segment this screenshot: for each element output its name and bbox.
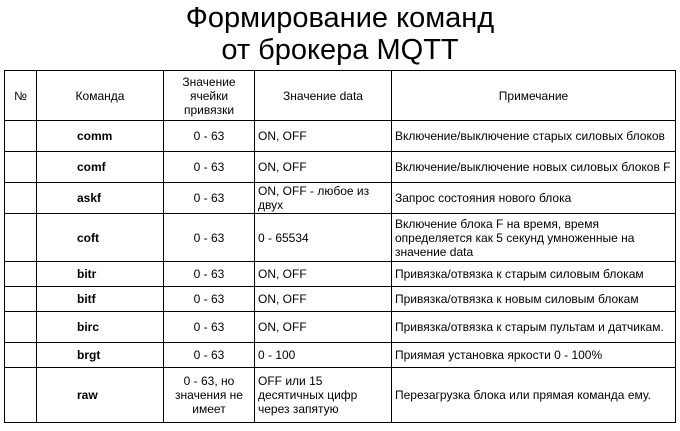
header-note: Примечание (392, 71, 676, 121)
command-cell: bitf (37, 287, 164, 312)
row-number-cell (5, 262, 37, 287)
row-number-cell (5, 183, 37, 214)
table-body (5, 121, 676, 423)
command-cell: comf (37, 152, 164, 183)
data-value-cell: ON, OFF (255, 121, 392, 152)
data-value-cell: OFF или 15 десятичных цифр через запятую (255, 368, 392, 423)
table-row (5, 121, 676, 152)
header-cell-value: Значение ячейки привязки (164, 71, 255, 121)
row-number-cell (5, 214, 37, 262)
cell-value-cell: 0 - 63 (164, 262, 255, 287)
note-cell: Включение/выключение старых силовых блоков (392, 121, 676, 152)
table-header-row (5, 71, 676, 121)
table-row (5, 262, 676, 287)
data-value-cell: 0 - 100 (255, 343, 392, 368)
data-value-cell: ON, OFF (255, 287, 392, 312)
row-number-cell (5, 343, 37, 368)
cell-value-cell: 0 - 63 (164, 343, 255, 368)
table-row (5, 152, 676, 183)
table-row (5, 183, 676, 214)
row-number-cell (5, 287, 37, 312)
command-cell: brgt (37, 343, 164, 368)
title-line-1: Формирование команд (185, 2, 495, 34)
cell-value-cell: 0 - 63 (164, 214, 255, 262)
cell-value-cell: 0 - 63 (164, 121, 255, 152)
header-num: № (5, 71, 37, 121)
table-row (5, 214, 676, 262)
row-number-cell (5, 368, 37, 423)
table-row (5, 368, 676, 423)
cell-value-cell: 0 - 63 (164, 152, 255, 183)
command-cell: coft (37, 214, 164, 262)
table-row (5, 312, 676, 343)
note-cell: Привязка/отвязка к старым пультам и датчикам. (392, 312, 676, 343)
row-number-cell (5, 312, 37, 343)
row-number-cell (5, 121, 37, 152)
note-cell: Привязка/отвязка к старым силовым блокам (392, 262, 676, 287)
header-command: Команда (37, 71, 164, 121)
data-value-cell: ON, OFF (255, 262, 392, 287)
command-cell: raw (37, 368, 164, 423)
data-value-cell: ON, OFF (255, 152, 392, 183)
cell-value-cell: 0 - 63, но значения не имеет (164, 368, 255, 423)
data-value-cell: 0 - 65534 (255, 214, 392, 262)
command-cell: bitr (37, 262, 164, 287)
data-value-cell: ON, OFF (255, 312, 392, 343)
note-cell: Запрос состояния нового блока (392, 183, 676, 214)
command-cell: askf (37, 183, 164, 214)
note-cell: Включение/выключение новых силовых блоков F (392, 152, 676, 183)
cell-value-cell: 0 - 63 (164, 183, 255, 214)
page-title (0, 2, 680, 66)
command-cell: comm (37, 121, 164, 152)
header-data-value: Значение data (255, 71, 392, 121)
note-cell: Включение блока F на время, время определяется как 5 секунд умноженные на значение data (392, 214, 676, 262)
data-value-cell: ON, OFF - любое из двух (255, 183, 392, 214)
cell-value-cell: 0 - 63 (164, 287, 255, 312)
row-number-cell (5, 152, 37, 183)
note-cell: Привязка/отвязка к новым силовым блокам (392, 287, 676, 312)
table-row (5, 287, 676, 312)
cell-value-cell: 0 - 63 (164, 312, 255, 343)
command-cell: birc (37, 312, 164, 343)
note-cell: Перезагрузка блока или прямая команда ему. (392, 368, 676, 423)
table-row (5, 343, 676, 368)
title-line-2: от брокера MQTT (221, 34, 459, 66)
commands-table (4, 70, 676, 423)
note-cell: Приямая установка яркости 0 - 100% (392, 343, 676, 368)
